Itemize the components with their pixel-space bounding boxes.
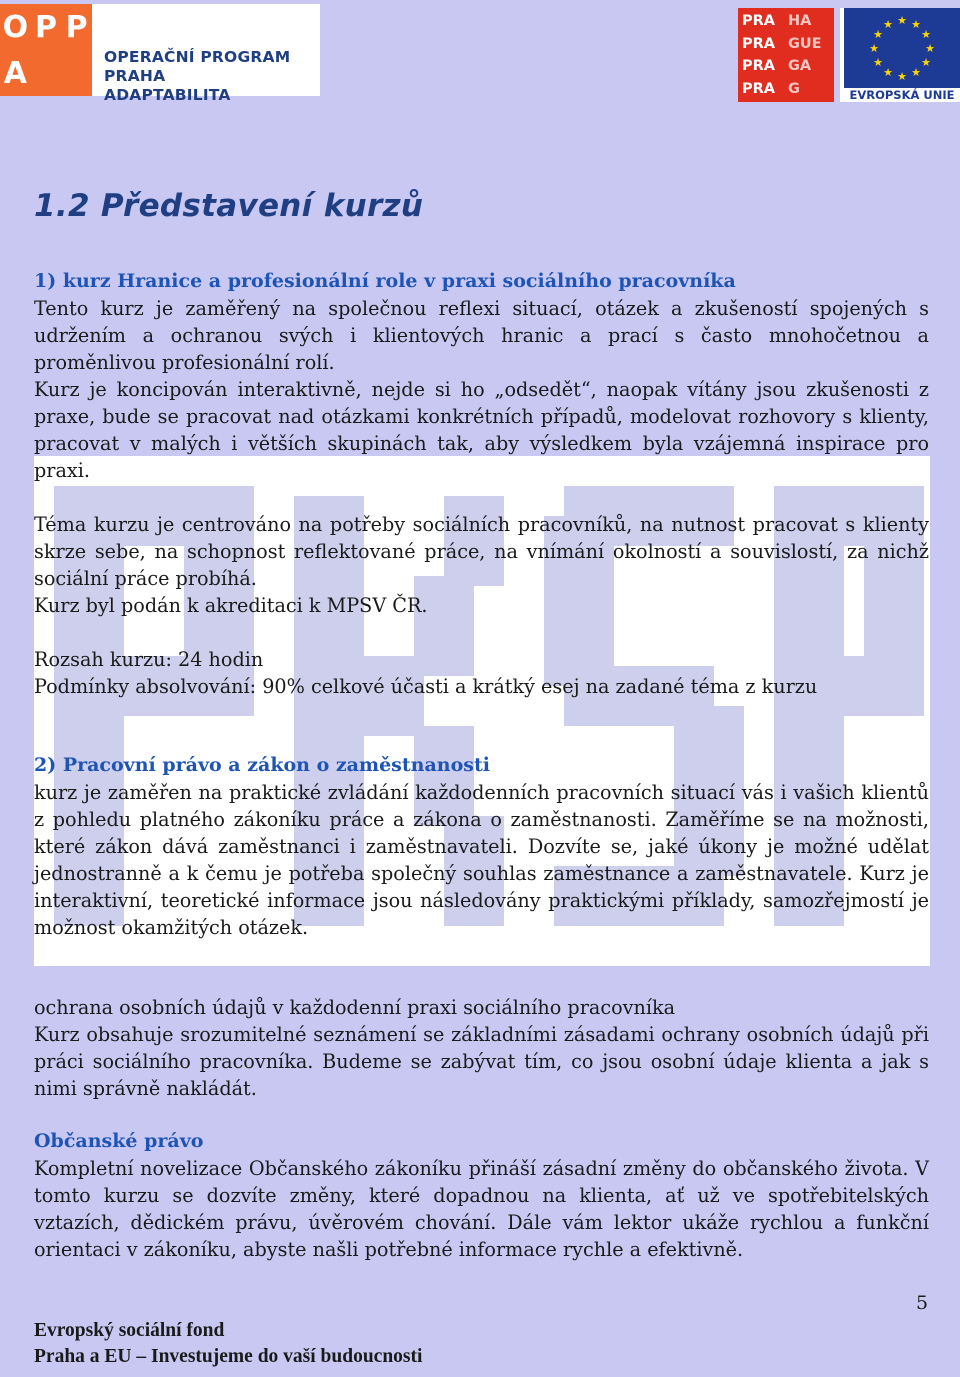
opp-letter: P [34,9,57,45]
opp-line2: ADAPTABILITA [104,86,231,104]
svg-text:★: ★ [921,28,931,41]
svg-text:★: ★ [897,70,907,83]
course4-paragraph: Kompletní novelizace Občanského zákoníku přináší zásadní změny do občanského života. V tomto kurzu se dozvíte změny, které dopadnou na klienta, ať už ve spotřebitelských vztazích, dědickém právu, úvěrovém chování. Dále vám lektor ukáže rychlou a funkční orientaci v zákoníku, abyste našli potřebné informace rychle a efektivně. [34,1157,929,1261]
praha-logo-cell: GA [788,58,812,74]
course3-title: ochrana osobních údajů v každodenní praxi sociálního pracovníka [34,996,676,1019]
course1-conditions: Podmínky absolvování: 90% celkové účasti a krátký esej na zadané téma z kurzu [34,675,818,698]
praha-logo-cell: PRA [742,13,776,29]
opp-logo [0,4,320,104]
opp-letter [31,50,62,96]
opp-letter [61,50,92,96]
svg-text:★: ★ [883,66,893,79]
svg-text:★: ★ [883,18,893,31]
course1-paragraph2: Kurz je koncipován interaktivně, nejde si ho „odsedět“, naopak vítány jsou zkušenosti z praxe, bude se pracovat nad otázkami konkrétních případů, modelovat rozhovory s klienty, pracovat v malých i větších skupinách tak, aby výsledkem byla vzájemná inspirace pro praxi. [34,378,929,482]
praha-logo [738,8,834,102]
eu-flag-icon [844,8,960,88]
opp-logo-text [104,48,320,105]
opp-line1: OPERAČNÍ PROGRAM PRAHA [104,48,291,85]
svg-text:★: ★ [897,14,907,27]
course2-title: 2) Pracovní právo a zákon o zaměstnanosti [34,754,490,776]
page-number: 5 [916,1292,929,1314]
svg-text:★: ★ [911,18,921,31]
svg-text:★: ★ [869,42,879,55]
opp-logo-mark [0,4,92,96]
course3-paragraph: Kurz obsahuje srozumitelné seznámení se základními zásadami ochrany osobních údajů při práci sociálního pracovníka. Budeme se zabývat tím, co jsou osobní údaje klienta a jak s nimi správně nakládát. [34,1023,929,1100]
course1-scope: Rozsah kurzu: 24 hodin [34,648,264,671]
opp-letter: P [65,9,88,45]
praha-logo-cell: PRA [742,35,776,52]
svg-text:★: ★ [911,66,921,79]
course2-paragraph: kurz je zaměřen na praktické zvládání každodenních pracovních situací vás i vašich klientů z pohledu platného zákoníku práce a zákona o zaměstnanosti. Zaměříme se na možnosti, které zákon dává zaměstnanci i zaměstnavateli. Dozvíte se, jaké úkony je možné udělat jednostranně a k čemu je potřeba společný souhlas zaměstnance a zaměstnavatele. Kurz je interaktivní, teoretické informace jsou následovány praktickými příklady, samozřejmostí je možnost okamžitých otázek. [34,781,929,939]
opp-letter: A [3,55,27,91]
praha-logo-cell: GUE [788,35,822,52]
eu-logo [840,8,960,102]
course4-title: Občanské právo [34,1130,204,1152]
praha-logo-cell: PRA [742,58,776,74]
svg-text:★: ★ [925,42,935,55]
course1-title: 1) kurz Hranice a profesionální role v praxi sociálního pracovníka [34,270,736,292]
course1-paragraph1: Tento kurz je zaměřený na společnou reflexi situací, otázek a zkušeností spojených s udržením a ochranou svých i klientových hranic a prací s často mnohočetnou a proměnlivou profesionální rolí. [34,297,929,374]
course1-paragraph3: Téma kurzu je centrováno na potřeby sociálních pracovníků, na nutnost pracovat s klienty skrze sebe, na schopnost reflektované práce, na vnímání okolností a souvislostí, za nichž sociální práce probíhá. [34,513,929,590]
praha-logo-cell: PRA [742,80,776,97]
praha-logo-cell: HA [788,13,812,29]
footer-line1: Evropský sociální fond [34,1320,225,1341]
course1-accreditation: Kurz byl podán k akreditaci k MPSV ČR. [34,594,428,617]
footer-line2: Praha a EU – Investujeme do vaší budoucnosti [34,1346,423,1367]
opp-letter: O [2,9,29,45]
svg-text:★: ★ [873,56,883,69]
eu-label: EVROPSKÁ UNIE [849,88,955,102]
svg-text:★: ★ [921,56,931,69]
praha-logo-cell: G [788,80,800,97]
page-title: 1.2 Představení kurzů [34,188,424,224]
svg-text:★: ★ [873,28,883,41]
